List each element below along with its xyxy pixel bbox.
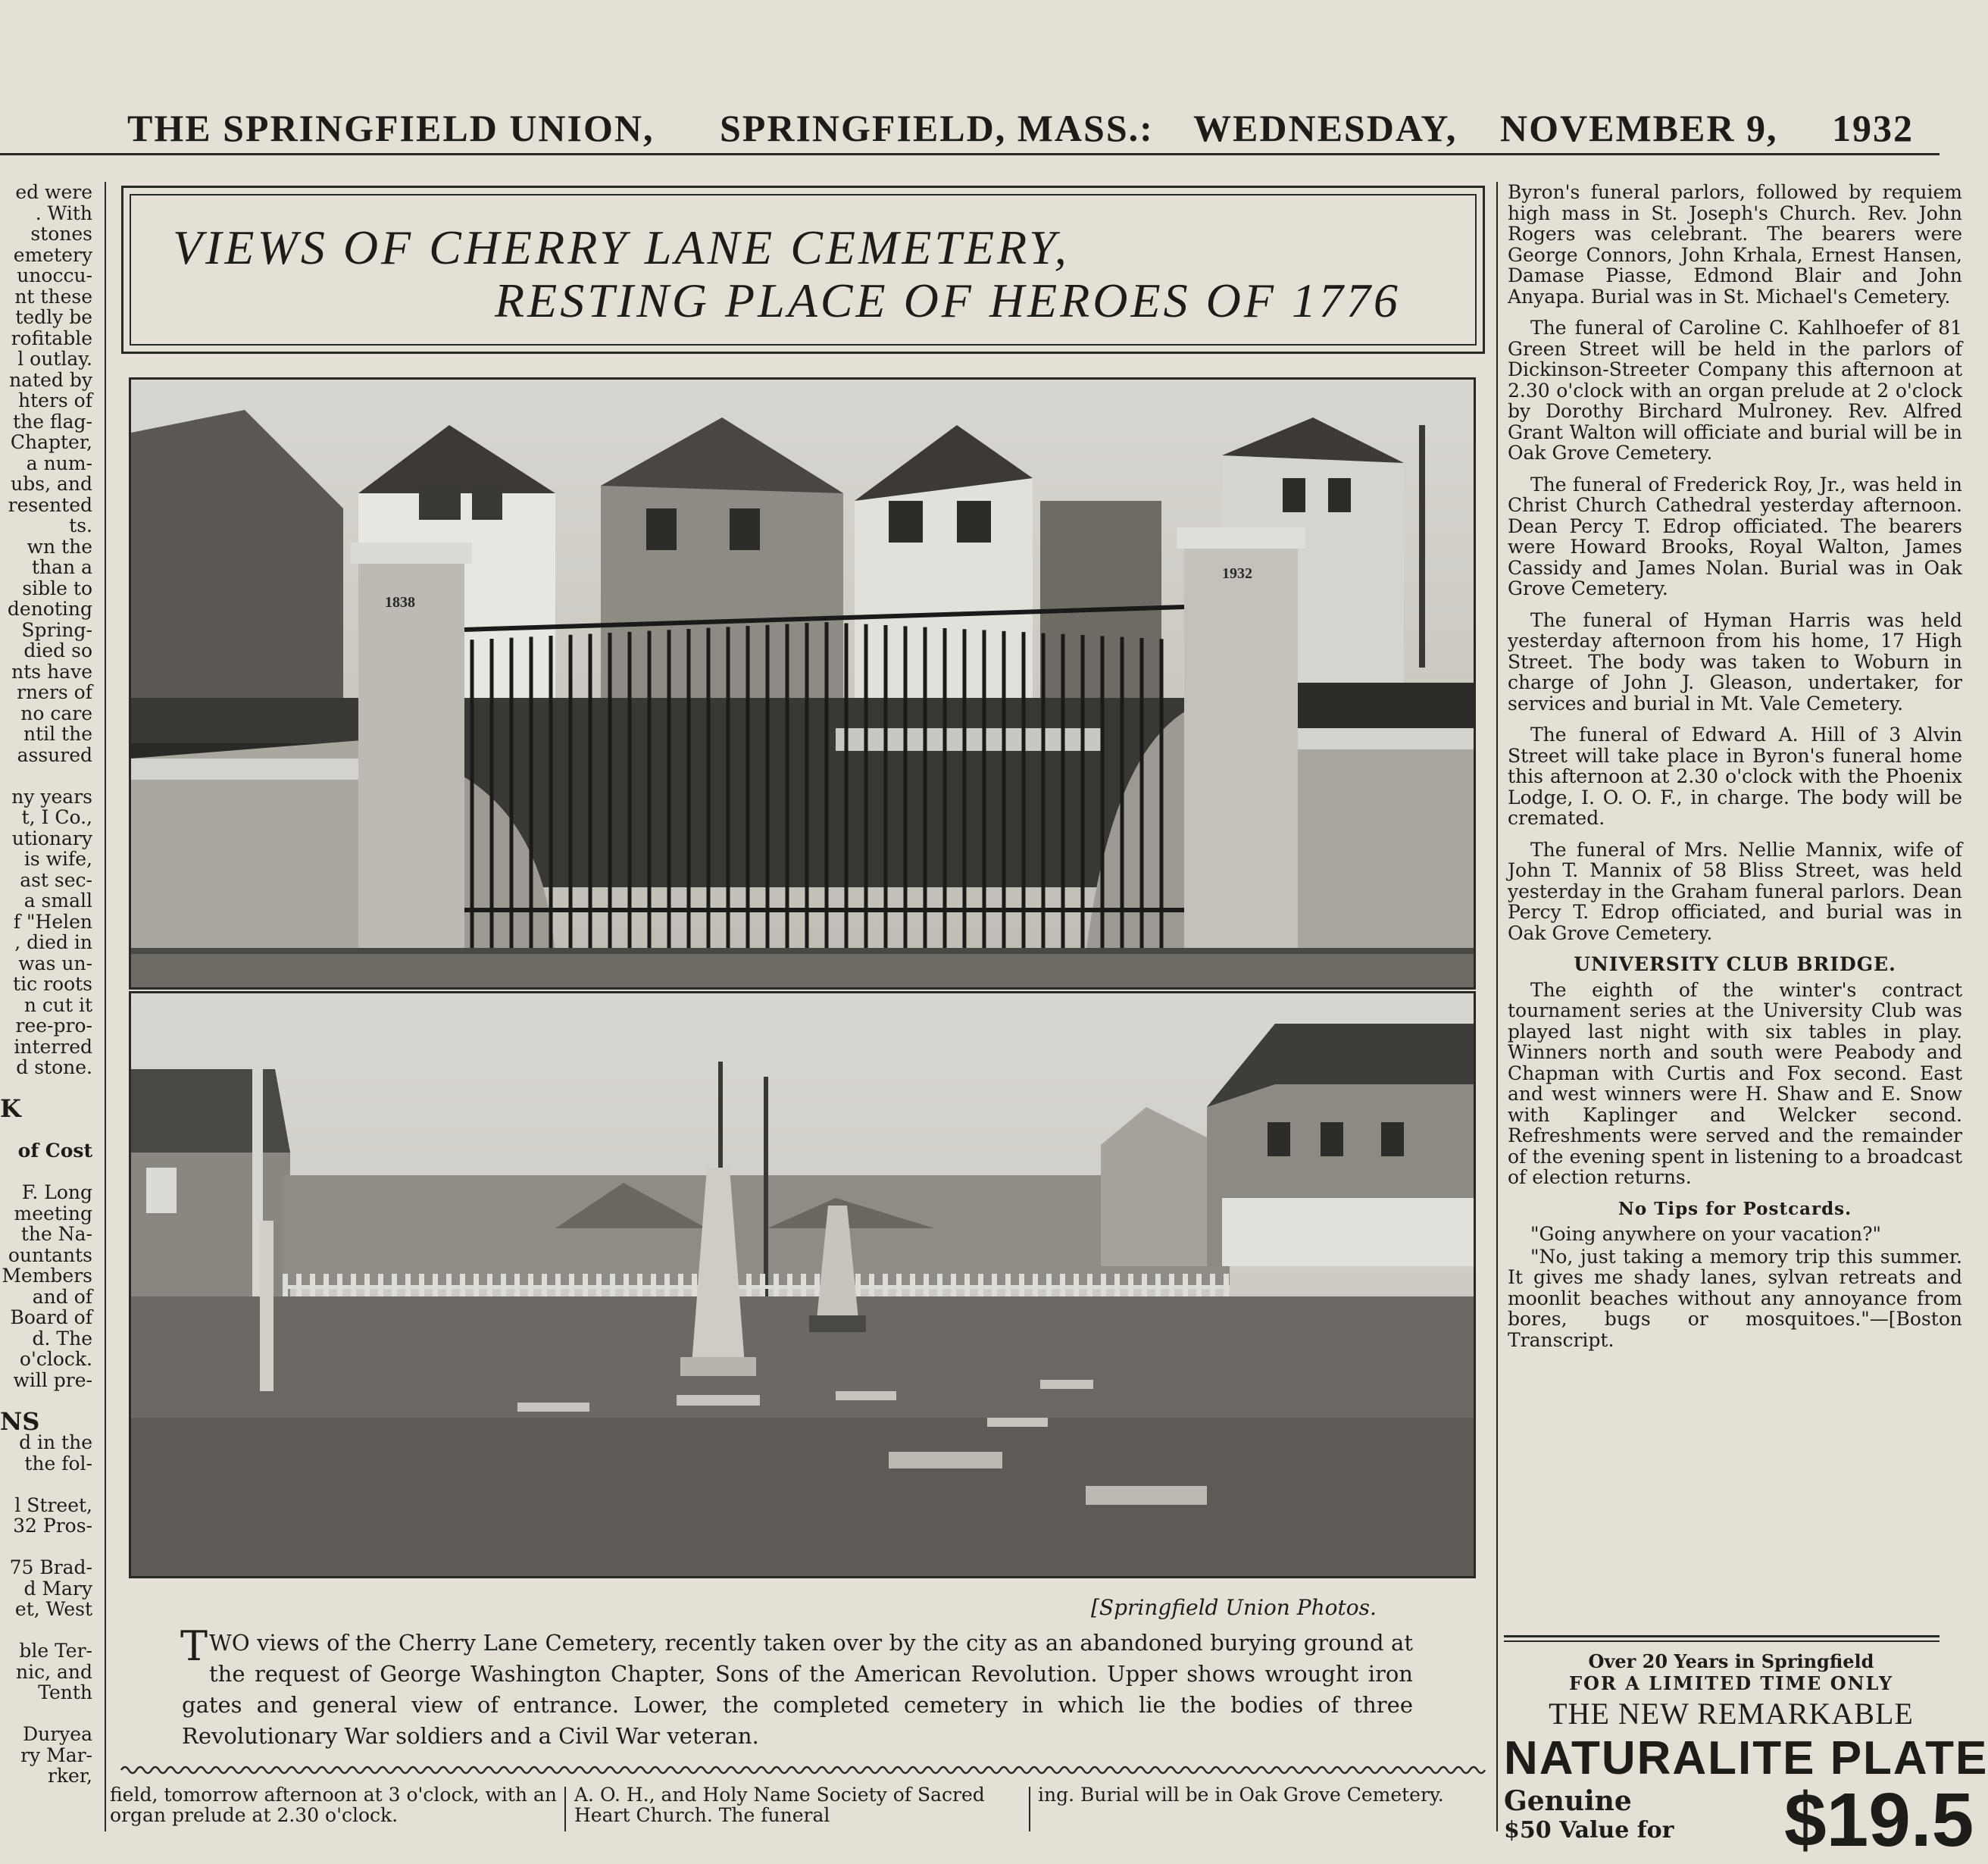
column-rule-left: [105, 182, 106, 1831]
ad-line-genuine: Genuine: [1504, 1785, 1632, 1817]
bottom-col-1-text: field, tomorrow afternoon at 3 o'clock, with an organ prelude at 2.30 o'clock.: [110, 1784, 557, 1826]
gates-photo-image: [131, 380, 1474, 987]
left-column-line: t, I Co.,: [21, 806, 92, 828]
masthead-year: 1932: [1832, 107, 1914, 149]
masthead-rule: [0, 153, 1940, 155]
left-column-line: of Cost: [17, 1140, 92, 1162]
left-column-line: Board of: [10, 1306, 92, 1328]
left-column-line: emetery: [13, 243, 92, 266]
left-column-line: [0, 1474, 92, 1495]
masthead: [0, 83, 1940, 149]
left-column-line: meeting: [14, 1202, 92, 1224]
left-column-line: 32 Pros-: [13, 1515, 92, 1537]
left-column-line: Chapter,: [10, 431, 92, 453]
left-column-line: ree-pro-: [15, 1015, 92, 1037]
headline-box: [121, 186, 1485, 354]
masthead-city: SPRINGFIELD, MASS.:: [720, 107, 1154, 149]
left-column-line: ntil the: [23, 723, 92, 745]
left-column-line: ubs, and: [11, 473, 92, 495]
caption-text: WO views of the Cherry Lane Cemetery, recently taken over by the city as an abandoned burying ground at the request of George Washington Chapter, Sons of the American Revolution. Upper shows wrought iron gates and general view of entrance. Lower, the completed cemetery in which lie the bodies of three Revolutionary War soldiers and a Civil War veteran.: [182, 1630, 1413, 1749]
bottom-text-col-3: [1038, 1784, 1485, 1831]
funeral-notice-hill: The funeral of Edward A. Hill of 3 Alvin Street will take place in Byron's funeral home this afternoon at 2.30 o'clock with the Phoenix Lodge, I. O. O. F., in charge. The body will be cremated.: [1508, 724, 1962, 829]
left-column-line: denoting: [7, 598, 92, 620]
left-column-line: d stone.: [16, 1056, 92, 1078]
left-column-line: wn the: [27, 535, 92, 558]
column-rule-right: [1496, 182, 1498, 1831]
masthead-paper-name: THE SPRINGFIELD UNION,: [127, 107, 655, 149]
left-column-line: died so: [23, 640, 92, 661]
left-column-line: Members: [2, 1265, 92, 1287]
photo-credit: [Springfield Union Photos.: [1091, 1595, 1377, 1620]
lower-photo-completed-cemetery: [129, 991, 1476, 1578]
left-column-line: no care: [20, 702, 92, 724]
ad-line-years: Over 20 Years in Springfield: [1588, 1650, 1874, 1672]
left-column-line: ast sec-: [20, 868, 92, 891]
left-column-line: , died in: [14, 931, 92, 953]
right-column: [1508, 182, 1962, 1625]
right-pillar-date: 1932: [1222, 565, 1252, 582]
ad-line-naturalite-plate: NATURALITE PLATE: [1504, 1732, 1988, 1784]
left-column-line: l Street,: [14, 1493, 92, 1516]
left-column-line: 75 Brad-: [9, 1556, 92, 1578]
left-column-line: tic roots: [13, 973, 92, 995]
left-column-line: was un-: [18, 952, 92, 974]
left-column-line: assured: [17, 743, 92, 766]
left-column-line: n cut it: [23, 993, 92, 1016]
funeral-notice-harris: The funeral of Hyman Harris was held yesterday afternoon from his home, 17 High Street. The body was taken to Woburn in charge of John J. Gleason, undertaker, for services and burial in Mt. Vale Cemetery.: [1508, 608, 1962, 715]
photo-caption: [180, 1622, 1413, 1752]
funeral-notice-1: Byron's funeral parlors, followed by requiem high mass in St. Joseph's Church. Rev. John Rogers was celebrant. The bearers were George Connors, John Krhala, Ernest Hansen, Damase Piasse, Edmond Blair and John Anyapa. Burial was in St. Michael's Cemetery.: [1508, 181, 1962, 308]
left-column-line: Tenth: [38, 1681, 92, 1703]
left-column-line: F. Long: [21, 1181, 92, 1203]
left-column-line: [0, 1703, 92, 1725]
heading-no-tips: No Tips for Postcards.: [1618, 1198, 1852, 1219]
left-column-line: the fol-: [24, 1452, 92, 1475]
masthead-weekday: WEDNESDAY,: [1193, 107, 1458, 149]
left-column-line: ountants: [8, 1243, 92, 1266]
left-column-line: . With: [35, 202, 92, 224]
advertisement-naturalite: [1504, 1637, 1988, 1862]
left-column-line: ny years: [11, 785, 92, 808]
left-column-line: l outlay.: [17, 348, 92, 370]
left-column-line: a small: [23, 890, 92, 912]
funeral-notice-kahlhoefer: The funeral of Caroline C. Kahlhoefer of 81 Green Street will be held in the parlors of Dickinson-Streeter Company this afternoon at 2.30 o'clock with an organ prelude at 2 o'clock by Dorothy Birchard Mulroney. Rev. Alfred Grant Walton will officiate and burial will be in Oak Grove Cemetery.: [1508, 317, 1962, 464]
left-column: [0, 182, 92, 1787]
left-column-line: [0, 1537, 92, 1558]
left-column-line: NS: [0, 1406, 40, 1436]
left-column-line: K: [0, 1094, 21, 1123]
left-column-line: et, West: [14, 1598, 92, 1620]
headline-box-inner: [130, 194, 1477, 346]
left-column-line: ry Mar-: [20, 1744, 92, 1766]
ad-line-value: $50 Value for: [1504, 1817, 1674, 1844]
left-column-line: the flag-: [13, 410, 92, 433]
left-column-line: rners of: [17, 681, 92, 703]
heading-university-club-bridge: UNIVERSITY CLUB BRIDGE.: [1574, 953, 1896, 975]
headline-line-2: RESTING PLACE OF HEROES OF 1776: [495, 274, 1401, 327]
left-column-line: d Mary: [23, 1577, 92, 1600]
upper-photo-cemetery-gates: [129, 377, 1476, 990]
bottom-rule-2: [1029, 1787, 1030, 1831]
left-column-line: the Na-: [20, 1223, 92, 1245]
left-column-line: nts have: [11, 660, 92, 683]
left-column-line: [0, 765, 92, 787]
left-column-line: ts.: [69, 514, 92, 536]
ad-line-limited-time: FOR A LIMITED TIME ONLY: [1568, 1672, 1894, 1694]
left-column-line: ble Ter-: [19, 1640, 92, 1662]
bottom-rule-1: [564, 1787, 566, 1831]
left-column-line: [0, 1620, 92, 1641]
left-column-line: is wife,: [23, 848, 92, 870]
left-column-line: [0, 1162, 92, 1183]
left-column-line: sible to: [22, 577, 92, 599]
bottom-col-2-text: A. O. H., and Holy Name Society of Sacred Heart Church. The funeral: [574, 1784, 985, 1826]
left-pillar-date: 1838: [385, 594, 415, 611]
left-column-line: d in the: [19, 1431, 92, 1453]
joke-line-1: "Going anywhere on your vacation?": [1530, 1223, 1881, 1245]
left-column-line: Duryea: [23, 1723, 92, 1745]
left-column-line: than a: [31, 556, 92, 578]
bottom-text-col-1: [110, 1784, 557, 1831]
left-column-line: interred: [14, 1035, 92, 1058]
bottom-text-col-2: [574, 1784, 1021, 1831]
left-column-line: unoccu-: [17, 264, 92, 286]
left-column-line: rofitable: [11, 327, 92, 349]
left-column-line: nt these: [14, 285, 92, 308]
left-column-line: rker,: [47, 1765, 92, 1787]
left-column-line: ed were: [15, 181, 92, 203]
masthead-month-day: NOVEMBER 9,: [1500, 107, 1778, 149]
funeral-notice-roy: The funeral of Frederick Roy, Jr., was held in Christ Church Cathedral yesterday afternoon. Dean Percy T. Edrop officiated. The bearers were Howard Brooks, Royal Walton, James Cassidy and James Nolan. Burial was in Oak Grove Cemetery.: [1508, 473, 1962, 599]
left-column-line: nic, and: [15, 1660, 92, 1683]
left-column-line: d. The: [32, 1327, 92, 1350]
headline-line-1: VIEWS OF CHERRY LANE CEMETERY,: [173, 220, 1070, 274]
bottom-col-3-text: ing. Burial will be in Oak Grove Cemetery.: [1038, 1784, 1444, 1806]
bridge-article: The eighth of the winter's contract tournament series at the University Club was played last night with six tables in play. Winners north and south were Peabody and Chapman with Curtis and Fox second. East and west winners were H. Shaw and E. Snow with Kaplinger and Welcker second. Refreshments were served and the remainder of the evening spent in listening to a broadcast of election returns.: [1508, 978, 1962, 1188]
left-column-line: f "Helen: [13, 910, 92, 933]
left-column-line: nated by: [9, 368, 92, 391]
ad-price: $19.5: [1784, 1778, 1974, 1862]
left-column-line: and of: [32, 1285, 92, 1308]
left-column-line: hters of: [18, 389, 92, 411]
cemetery-photo-image: [131, 993, 1474, 1576]
left-column-line: resented: [8, 493, 92, 516]
funeral-notice-mannix: The funeral of Mrs. Nellie Mannix, wife of John T. Mannix of 58 Bliss Street, was held yesterday in the Graham funeral parlors. Dean Percy T. Edrop officiated, and burial was in Oak Grove Cemetery.: [1508, 838, 1962, 944]
left-column-line: tedly be: [15, 306, 92, 328]
wavy-divider: [121, 1762, 1485, 1778]
left-column-line: o'clock.: [19, 1348, 92, 1370]
caption-drop-cap: T: [180, 1622, 208, 1670]
joke-line-2: "No, just taking a memory trip this summer. It gives me shady lanes, sylvan retreats and moonlit beaches without any annoyance from bores, bugs or mosquitoes."—[Boston Transcript.: [1508, 1245, 1962, 1351]
left-column-line: Spring-: [21, 618, 92, 641]
left-column-line: utionary: [11, 827, 92, 849]
left-column-line: a num-: [26, 452, 92, 474]
left-column-line: stones: [30, 223, 92, 245]
left-column-line: will pre-: [13, 1368, 92, 1391]
ad-line-new-remarkable: THE NEW REMARKABLE: [1549, 1697, 1914, 1731]
